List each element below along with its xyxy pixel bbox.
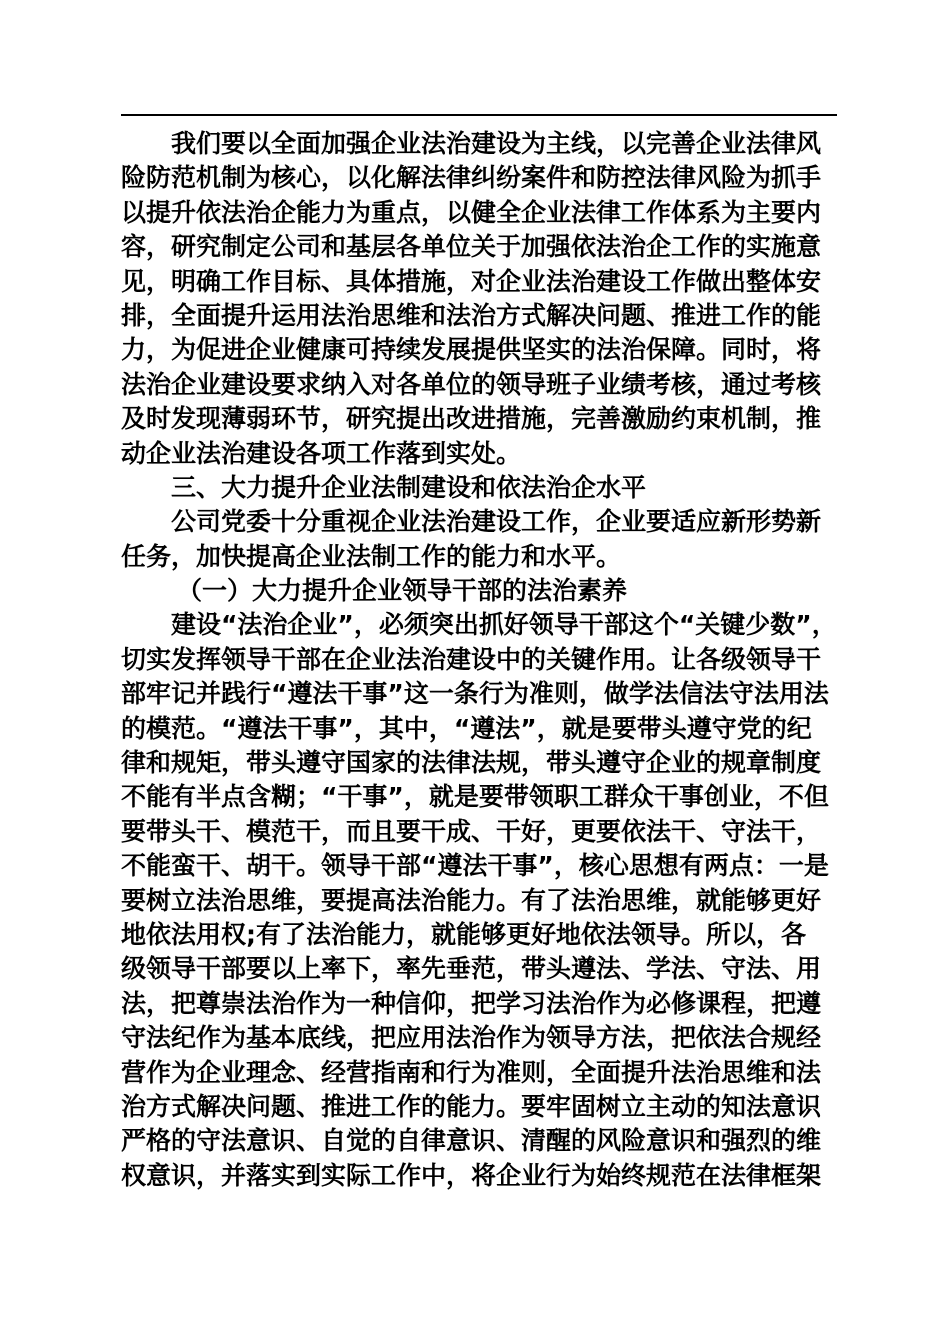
text-line: 动企业法治建设各项工作落到实处。 [121, 438, 522, 468]
text-line: 建设“法治企业”，必须突出抓好领导干部这个“关键少数”， [171, 610, 837, 640]
text-line: 容，研究制定公司和基层各单位关于加强依法治企工作的实施意 [121, 232, 822, 262]
text-line: 不能有半点含糊；“干事”，就是要带领职工群众干事创业，不但 [121, 782, 829, 812]
section-subheading: （一）大力提升企业领导干部的法治素养 [177, 576, 628, 606]
text-line: 三、大力提升企业法制建设和依法治企水平 [171, 472, 647, 502]
text-line: 地依法用权;有了法治能力，就能够更好地依法领导。所以，各 [121, 919, 806, 949]
text-line: 我们要以全面加强企业法治建设为主线，以完善企业法律风 [171, 129, 822, 158]
text-line: 以提升依法治企能力为重点，以健全企业法律工作体系为主要内 [121, 197, 822, 227]
text-line: 力，为促进企业健康可持续发展提供坚实的法治保障。同时，将 [121, 335, 822, 365]
text-line: 要带头干、模范干，而且要干成、干好，更要依法干、守法干， [121, 816, 822, 846]
text-line: 的模范。“遵法干事”，其中，“遵法”，就是要带头遵守党的纪 [121, 713, 812, 743]
header-rule [121, 114, 837, 116]
text-line: 权意识，并落实到实际工作中，将企业行为始终规范在法律框架 [121, 1160, 822, 1190]
body-text [121, 127, 841, 1193]
text-line: 切实发挥领导干部在企业法治建设中的关键作用。让各级领导干 [121, 644, 822, 674]
text-line: 级领导干部要以上率下，率先垂范，带头遵法、学法、守法、用 [121, 954, 822, 984]
text-line: 公司党委十分重视企业法治建设工作，企业要适应新形势新 [171, 507, 822, 537]
text-line: 治方式解决问题、推进工作的能力。要牢固树立主动的知法意识 [121, 1091, 822, 1121]
text-line: 法治企业建设要求纳入对各单位的领导班子业绩考核，通过考核 [121, 369, 822, 399]
text-line: 见，明确工作目标、具体措施，对企业法治建设工作做出整体安 [121, 266, 822, 296]
text-line: 不能蛮干、胡干。领导干部“遵法干事”，核心思想有两点：一是 [121, 851, 829, 881]
text-line: 任务，加快提高企业法制工作的能力和水平。 [121, 541, 622, 571]
text-line: 律和规矩，带头遵守国家的法律法规，带头遵守企业的规章制度 [121, 748, 822, 778]
text-line: 部牢记并践行“遵法干事”这一条行为准则，做学法信法守法用法 [121, 679, 829, 709]
text-line: 及时发现薄弱环节，研究提出改进措施，完善激励约束机制，推 [121, 404, 822, 434]
text-line: 严格的守法意识、自觉的自律意识、清醒的风险意识和强烈的维 [121, 1126, 822, 1156]
text-line: 要树立法治思维，要提高法治能力。有了法治思维，就能够更好 [121, 885, 822, 915]
text-line: 营作为企业理念、经营指南和行为准则，全面提升法治思维和法 [121, 1057, 822, 1087]
text-line: 守法纪作为基本底线，把应用法治作为领导方法，把依法合规经 [121, 1023, 822, 1053]
text-line: 法，把尊崇法治作为一种信仰，把学习法治作为必修课程，把遵 [121, 988, 822, 1018]
text-line: 险防范机制为核心，以化解法律纠纷案件和防控法律风险为抓手 [121, 163, 822, 193]
text-line: 排，全面提升运用法治思维和法治方式解决问题、推进工作的能 [121, 300, 822, 330]
